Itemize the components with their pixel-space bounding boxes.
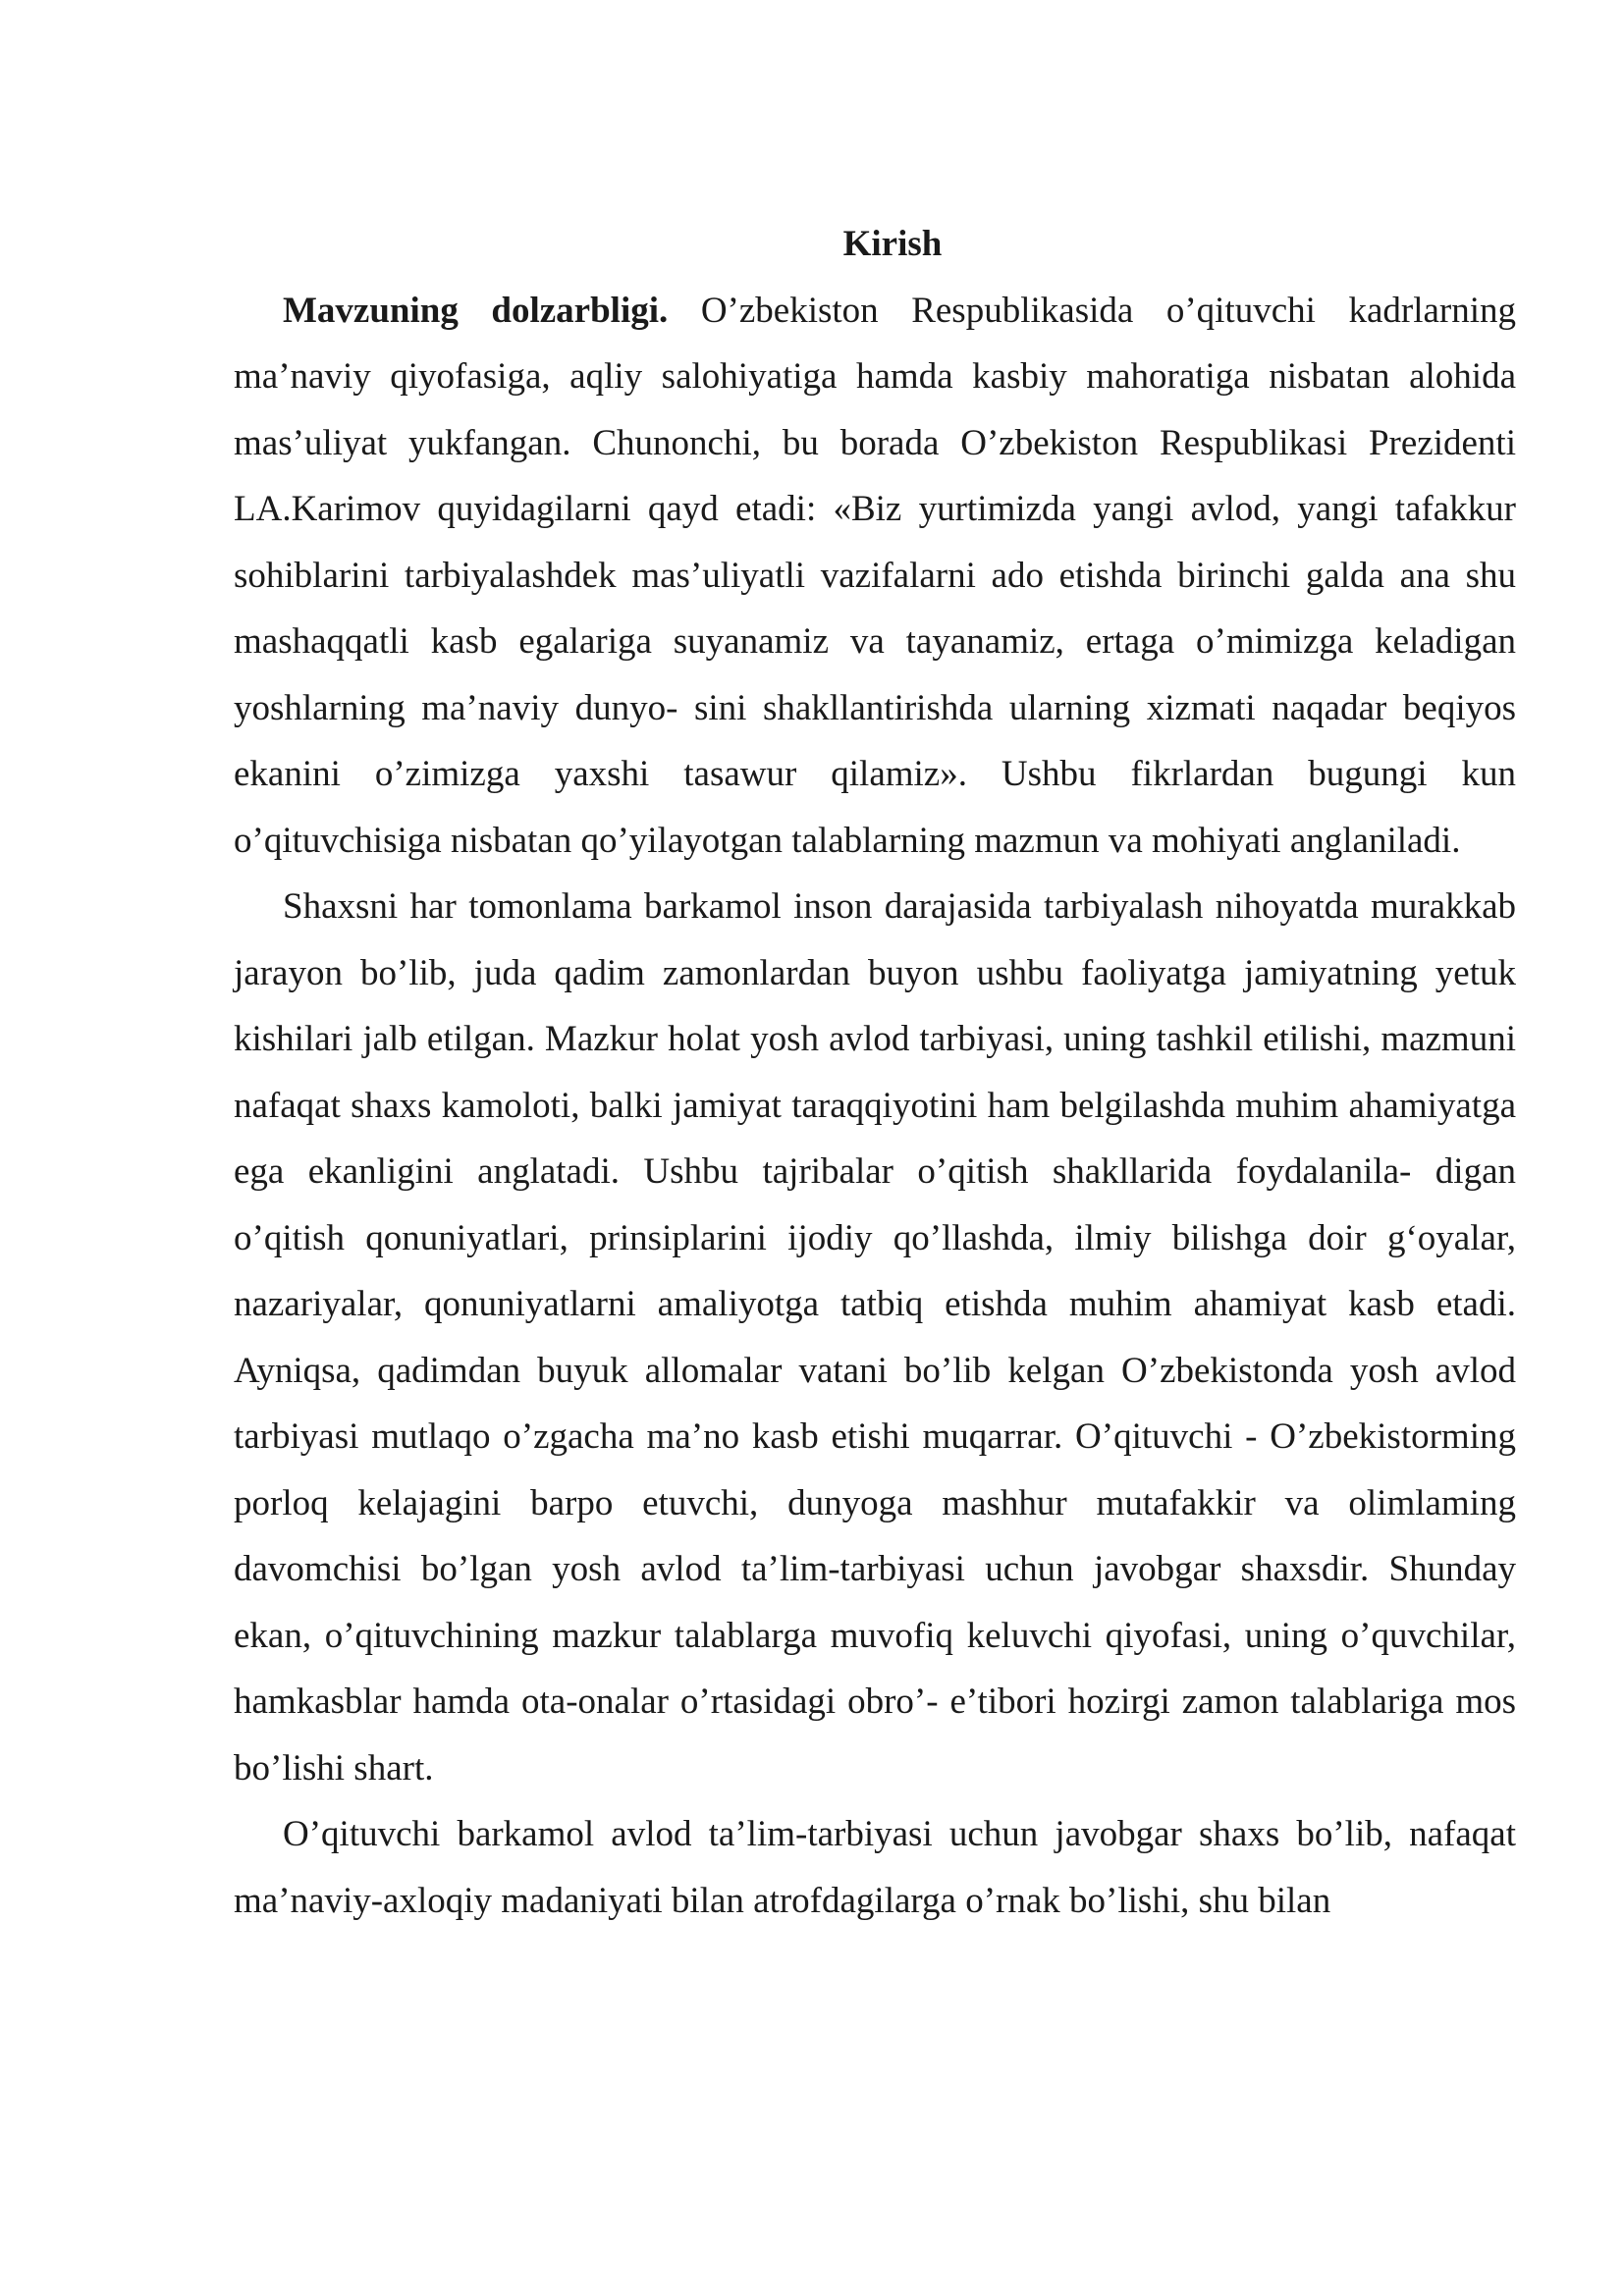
paragraph-body: O’zbekiston Respublikasida o’qituvchi kadrlarning ma’naviy qiyofasiga, aqliy salohiyatiga hamda kasbiy mahoratiga nisbatan alohida mas’uliyat yukfangan. Chunonchi, bu borada O’zbekiston Respublikasi Prezidenti LA.Karimov quyidagilarni qayd etadi: «Biz yurtimizda yangi avlod, yangi tafakkur sohiblarini tarbiyalashdek mas’uliyatli vazifalarni ado etishda birinchi galda ana shu mashaqqatli kasb egalariga suyanamiz va tayanamiz, ertaga o’mimizga keladigan yoshlarning ma’naviy dunyo- sini shakllantirishda ularning xizmati naqadar beqiyos ekanini o’zimizga yaxshi tasawur qilamiz». Ushbu fikrlardan bugungi kun o’qituvchisiga nisbatan qo’yilayotgan talablarning mazmun va mohiyati anglaniladi. [234, 290, 1517, 861]
paragraph-teacher: O’qituvchi barkamol avlod ta’lim-tarbiyasi uchun javobgar shaxs bo’lib, nafaqat ma’naviy-axloqiy madaniyati bilan atrofdagilarga o’rnak bo’lishi, shu bilan [234, 1814, 1516, 1921]
paragraph-relevance [234, 278, 1516, 875]
section-title: Kirish [842, 224, 943, 264]
paragraph-upbringing: Shaxsni har tomonlama barkamol inson darajasida tarbiyalash nihoyatda murakkab jarayon bo’lib, juda qadim zamonlardan buyon ushbu faoliyatga jamiyatning yetuk kishilari jalb etilgan. Mazkur holat yosh avlod tarbiyasi, uning tashkil etilishi, mazmuni nafaqat shaxs kamoloti, balki jamiyat taraqqiyotini ham belgilashda muhim ahamiyatga ega ekanligini anglatadi. Ushbu tajribalar o’qitish shakllarida foydalanila- digan o’qitish qonuniyatlari, prinsiplarini ijodiy qo’llashda, ilmiy bilishga doir g‘oyalar, nazariyalar, qonuniyatlarni amaliyotga tatbiq etishda muhim ahamiyat kasb etadi. Ayniqsa, qadimdan buyuk allomalar vatani bo’lib kelgan O’zbekistonda yosh avlod tarbiyasi mutlaqo o’zgacha ma’no kasb etishi muqarrar. O’qituvchi - O’zbekistorming porloq kelajagini barpo etuvchi, dunyoga mashhur mutafakkir va olimlaming davomchisi bo’lgan yosh avlod ta’lim-tarbiyasi uchun javobgar shaxsdir. Shunday ekan, o’qituvchining mazkur talablarga muvofiq keluvchi qiyofasi, uning o’quvchilar, hamkasblar hamda ota-onalar o’rtasidagi obro’- e’tibori hozirgi zamon talablariga mos bo’lishi shart. [234, 886, 1516, 1789]
document-page [234, 211, 1516, 1934]
paragraph-lead: Mavzuning dolzarbligi. [283, 290, 669, 331]
